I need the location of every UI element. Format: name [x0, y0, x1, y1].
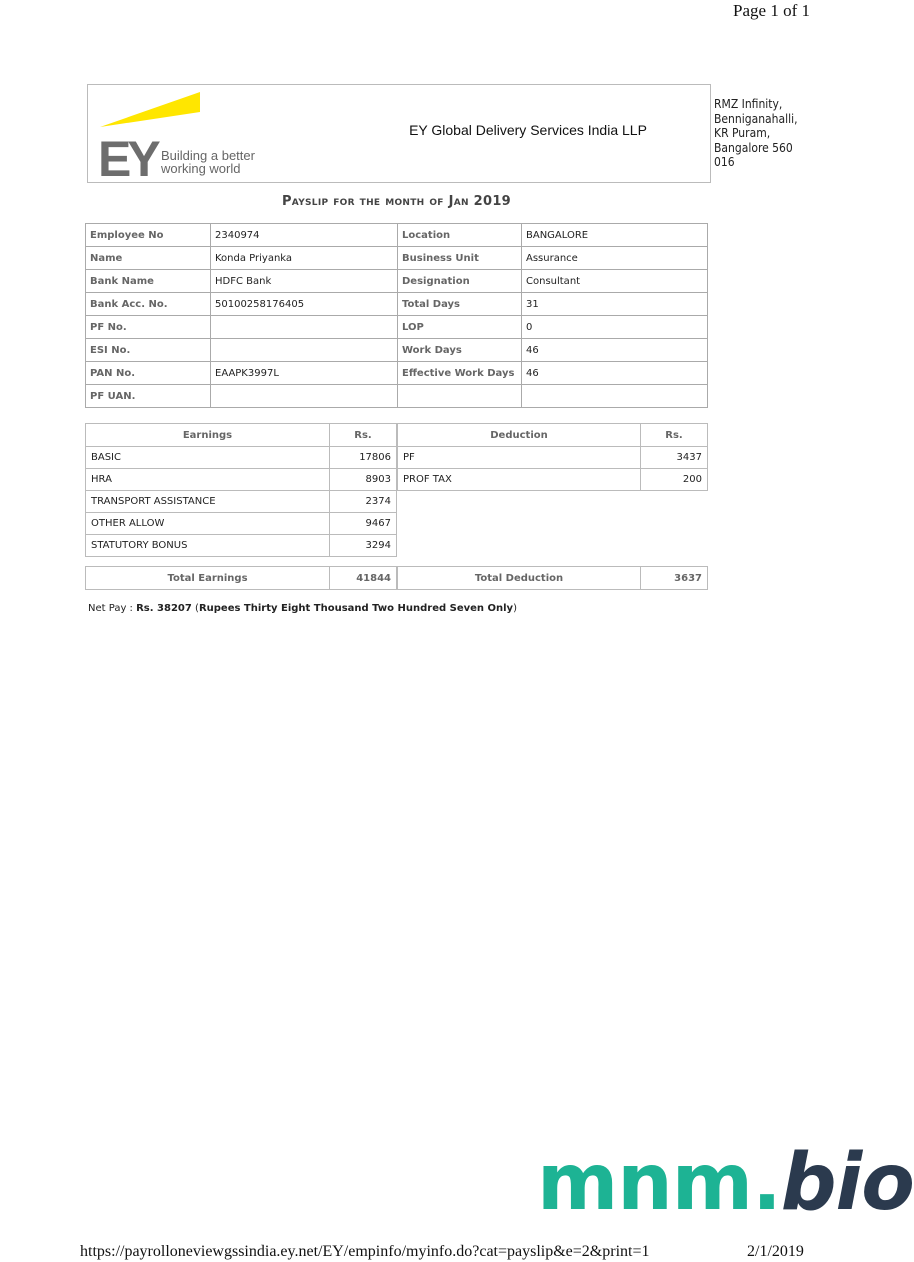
- info-value: [522, 385, 708, 408]
- net-pay-label: Net Pay :: [88, 603, 133, 614]
- item-amount: 3294: [330, 535, 397, 557]
- info-label: PAN No.: [86, 362, 211, 385]
- net-pay-words: Rupees Thirty Eight Thousand Two Hundred Seven Only: [198, 603, 514, 614]
- earnings-table: [85, 423, 397, 557]
- earnings-row: [86, 469, 397, 491]
- total-deduction-value: 3637: [641, 567, 708, 590]
- info-label: PF No.: [86, 316, 211, 339]
- paren-open: (: [195, 603, 199, 614]
- ey-tagline: [161, 149, 255, 175]
- company-header: [87, 84, 711, 187]
- footer-date: 2/1/2019: [747, 1243, 804, 1260]
- info-label: Name: [86, 247, 211, 270]
- info-value: 0: [522, 316, 708, 339]
- earnings-row: [86, 447, 397, 469]
- deductions-header: Deduction: [398, 424, 641, 447]
- item-name: TRANSPORT ASSISTANCE: [86, 491, 330, 513]
- info-row: [86, 247, 708, 270]
- info-label: [398, 385, 522, 408]
- address-line: Bangalore 560: [714, 140, 793, 155]
- deductions-currency-header: Rs.: [641, 424, 708, 447]
- company-name: EY Global Delivery Services India LLP: [409, 122, 647, 138]
- info-value: HDFC Bank: [211, 270, 398, 293]
- info-row: [86, 316, 708, 339]
- info-label: LOP: [398, 316, 522, 339]
- info-label: Location: [398, 224, 522, 247]
- info-value: Assurance: [522, 247, 708, 270]
- earnings-row: [86, 491, 397, 513]
- info-value: 31: [522, 293, 708, 316]
- total-earnings-value: 41844: [330, 567, 397, 590]
- item-amount: 9467: [330, 513, 397, 535]
- paren-close: ): [513, 603, 517, 614]
- info-value: 46: [522, 362, 708, 385]
- item-amount: 200: [641, 469, 708, 491]
- svg-text:EY: EY: [98, 131, 157, 187]
- deductions-table: [397, 423, 708, 491]
- watermark: [537, 1138, 914, 1228]
- item-amount: 2374: [330, 491, 397, 513]
- info-row: [86, 293, 708, 316]
- info-row: [86, 362, 708, 385]
- info-value: [211, 385, 398, 408]
- watermark-part2: bio: [780, 1138, 914, 1228]
- info-label: Total Days: [398, 293, 522, 316]
- item-name: HRA: [86, 469, 330, 491]
- item-name: OTHER ALLOW: [86, 513, 330, 535]
- address-line: KR Puram,: [714, 126, 771, 140]
- company-address: [714, 97, 798, 170]
- total-deduction-label: Total Deduction: [398, 567, 641, 590]
- footer-url: https://payrolloneviewgssindia.ey.net/EY/empinfo/myinfo.do?cat=payslip&e=2&print=1: [80, 1243, 650, 1260]
- earnings-header: Earnings: [86, 424, 330, 447]
- info-value: 50100258176405: [211, 293, 398, 316]
- address-line: Benniganahalli,: [714, 111, 798, 126]
- employee-info-table: [85, 223, 708, 408]
- earnings-row: [86, 513, 397, 535]
- page-number: Page 1 of 1: [733, 1, 810, 20]
- item-name: STATUTORY BONUS: [86, 535, 330, 557]
- net-pay: [88, 603, 517, 614]
- info-row: [86, 270, 708, 293]
- info-row: [86, 224, 708, 247]
- watermark-part1: mnm.: [537, 1138, 781, 1228]
- item-amount: 3437: [641, 447, 708, 469]
- info-label: Designation: [398, 270, 522, 293]
- item-name: PROF TAX: [398, 469, 641, 491]
- info-value: EAAPK3997L: [211, 362, 398, 385]
- info-value: [211, 316, 398, 339]
- info-label: ESI No.: [86, 339, 211, 362]
- info-label: Business Unit: [398, 247, 522, 270]
- info-row: [86, 339, 708, 362]
- tagline-line-2: working world: [161, 161, 241, 176]
- item-amount: 17806: [330, 447, 397, 469]
- info-label: Work Days: [398, 339, 522, 362]
- deductions-header-row: [398, 424, 708, 447]
- info-row: [86, 385, 708, 408]
- item-name: PF: [398, 447, 641, 469]
- address-line: RMZ Infinity,: [714, 97, 783, 111]
- deductions-row: [398, 469, 708, 491]
- address-line: 016: [714, 155, 735, 169]
- item-name: BASIC: [86, 447, 330, 469]
- info-value: 46: [522, 339, 708, 362]
- info-value: [211, 339, 398, 362]
- earnings-row: [86, 535, 397, 557]
- info-value: BANGALORE: [522, 224, 708, 247]
- tagline-line-1: Building a better: [161, 148, 255, 163]
- earnings-total-table: [85, 566, 397, 590]
- payslip-title: Payslip for the month of Jan 2019: [281, 194, 512, 209]
- info-label: Employee No: [86, 224, 211, 247]
- earnings-currency-header: Rs.: [330, 424, 397, 447]
- net-pay-amount: Rs. 38207: [136, 603, 192, 614]
- info-value: Konda Priyanka: [211, 247, 398, 270]
- earnings-header-row: [86, 424, 397, 447]
- total-earnings-label: Total Earnings: [86, 567, 330, 590]
- info-value: 2340974: [211, 224, 398, 247]
- info-label: Effective Work Days: [398, 362, 522, 385]
- deductions-total-table: [397, 566, 708, 590]
- info-label: Bank Name: [86, 270, 211, 293]
- item-amount: 8903: [330, 469, 397, 491]
- deductions-row: [398, 447, 708, 469]
- info-label: PF UAN.: [86, 385, 211, 408]
- info-value: Consultant: [522, 270, 708, 293]
- info-label: Bank Acc. No.: [86, 293, 211, 316]
